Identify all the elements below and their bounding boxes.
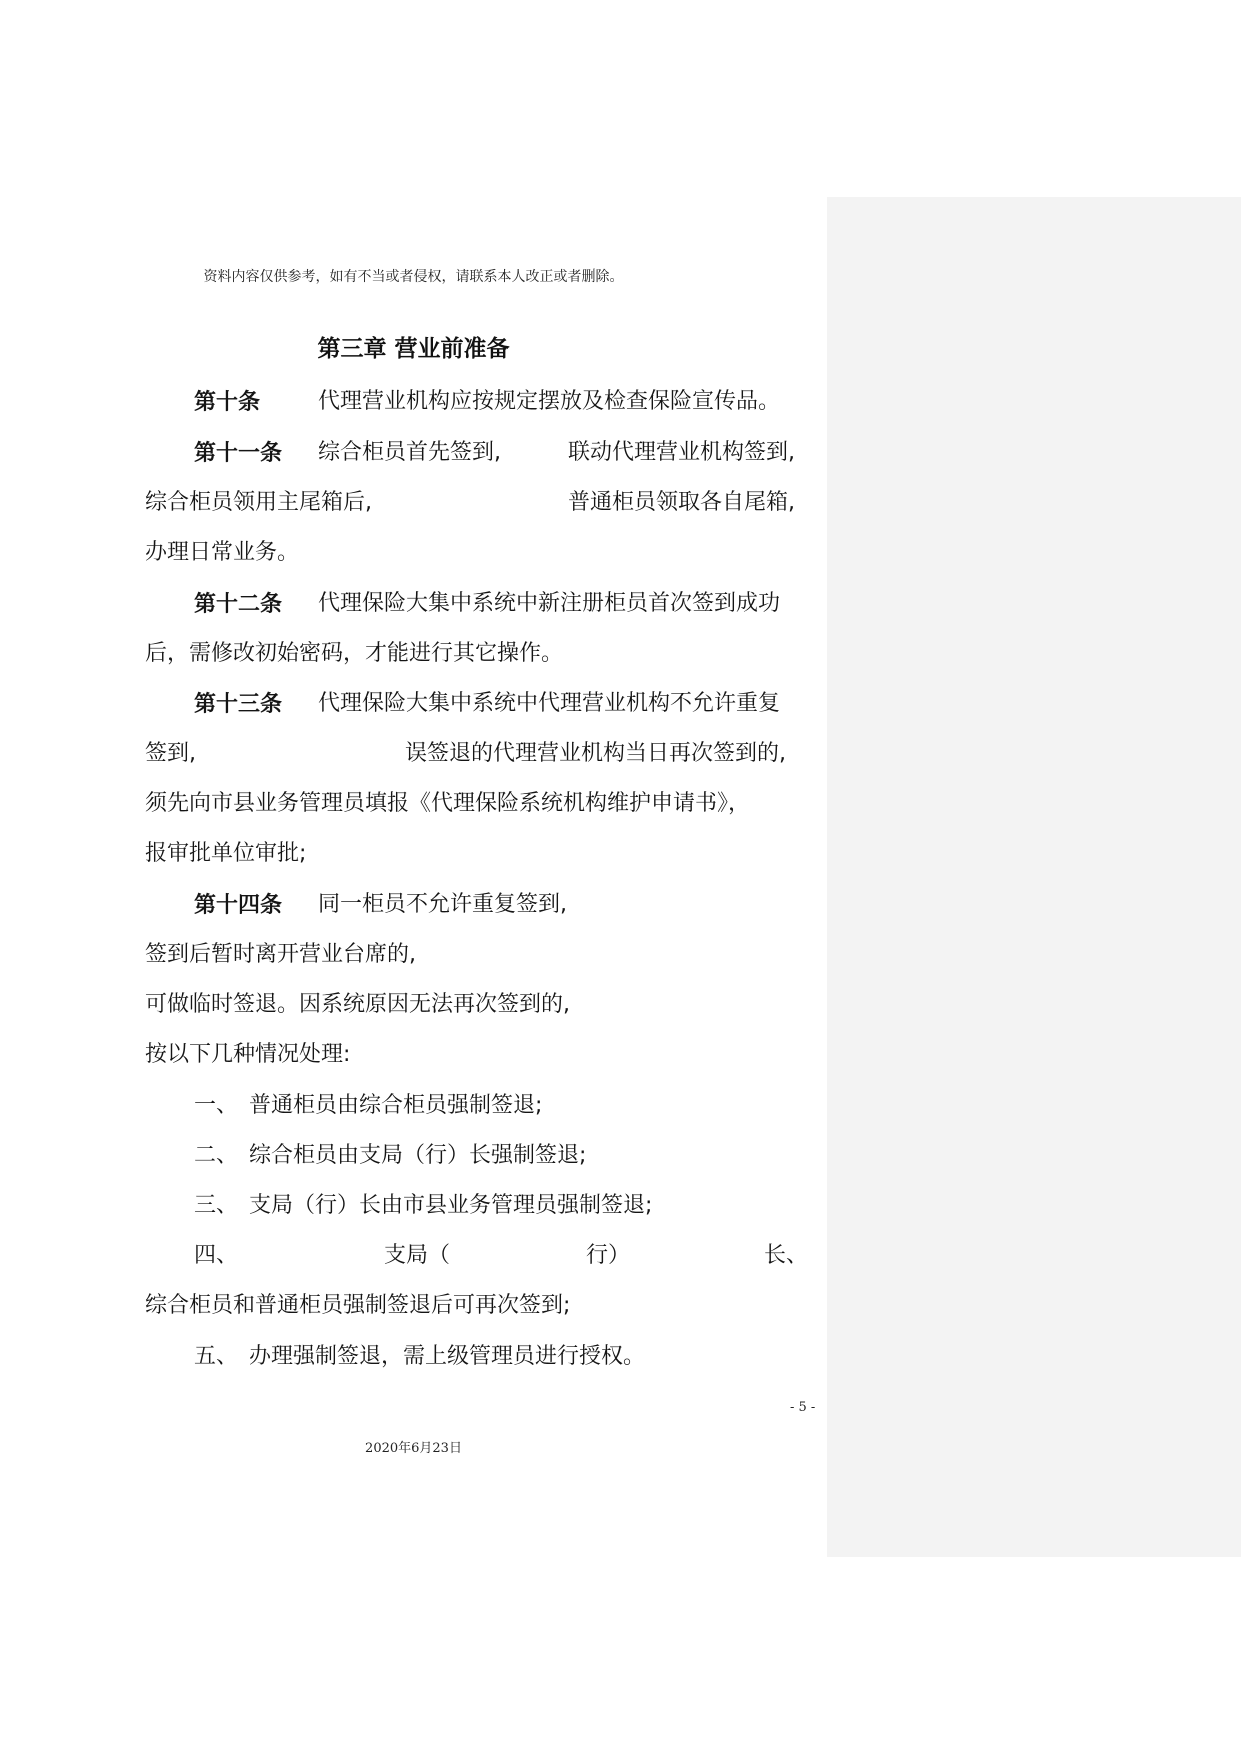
- item-4-number: 四、: [194, 1243, 239, 1268]
- article-11-label: 第十一条: [194, 440, 283, 466]
- item-3-text: 支局（行）长由市县业务管理员强制签退;: [249, 1193, 653, 1218]
- article-12-line2: 后，需修改初始密码，才能进行其它操作。: [145, 641, 564, 666]
- article-11-line1a: 综合柜员首先签到,: [318, 440, 501, 465]
- article-10-label: 第十条: [194, 389, 261, 415]
- page-number: - 5 -: [790, 1400, 816, 1415]
- article-13-line3: 须先向市县业务管理员填报《代理保险系统机构维护申请书》，: [145, 791, 751, 816]
- footer-date: 2020年6月23日: [365, 1441, 462, 1456]
- article-11-line2a: 综合柜员领用主尾箱后,: [145, 490, 372, 515]
- item-1-number: 一、: [194, 1093, 239, 1118]
- article-13-line2b: 误签退的代理营业机构当日再次签到的,: [405, 741, 786, 766]
- item-4-part-c: 长、: [764, 1243, 809, 1268]
- header-note: 资料内容仅供参考，如有不当或者侵权，请联系本人改正或者删除。: [203, 269, 624, 285]
- article-13-label: 第十三条: [194, 691, 283, 717]
- article-14-line2: 签到后暂时离开营业台席的,: [145, 942, 416, 967]
- article-11-line3: 办理日常业务。: [145, 540, 300, 565]
- article-14-line1: 同一柜员不允许重复签到,: [318, 892, 567, 917]
- article-12-line1: 代理保险大集中系统中新注册柜员首次签到成功: [318, 591, 781, 616]
- comment-pane: [827, 197, 1241, 1557]
- article-14-label: 第十四条: [194, 892, 283, 918]
- article-11-line2b: 普通柜员领取各自尾箱,: [568, 490, 795, 515]
- chapter-title: 第三章 营业前准备: [317, 336, 510, 362]
- item-5-number: 五、: [194, 1344, 239, 1369]
- item-2-number: 二、: [194, 1143, 239, 1168]
- article-14-line4: 按以下几种情况处理:: [145, 1042, 351, 1067]
- item-5-text: 办理强制签退，需上级管理员进行授权。: [249, 1344, 646, 1369]
- item-4-part-a: 支局（: [384, 1243, 451, 1268]
- article-10-text: 代理营业机构应按规定摆放及检查保险宣传品。: [318, 389, 781, 414]
- item-3-number: 三、: [194, 1193, 239, 1218]
- item-4-part-b: 行）: [586, 1243, 631, 1268]
- article-11-line1b: 联动代理营业机构签到,: [568, 440, 795, 465]
- item-4-line2: 综合柜员和普通柜员强制签退后可再次签到;: [145, 1293, 571, 1318]
- article-12-label: 第十二条: [194, 591, 283, 617]
- article-13-line2a: 签到,: [145, 741, 196, 766]
- article-14-line3: 可做临时签退。因系统原因无法再次签到的,: [145, 992, 570, 1017]
- item-2-text: 综合柜员由支局（行）长强制签退;: [249, 1143, 587, 1168]
- article-13-line4: 报审批单位审批;: [145, 841, 307, 866]
- article-13-line1: 代理保险大集中系统中代理营业机构不允许重复: [318, 691, 781, 716]
- item-1-text: 普通柜员由综合柜员强制签退;: [249, 1093, 543, 1118]
